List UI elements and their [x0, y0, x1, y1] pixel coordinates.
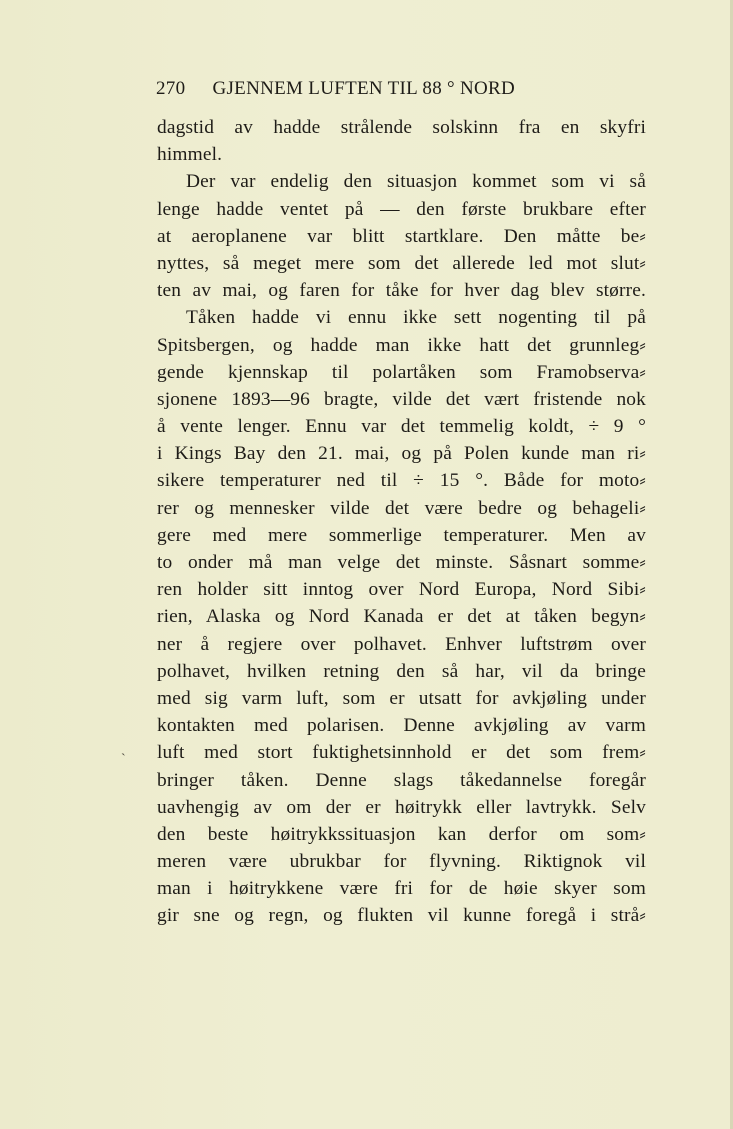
text-line: man i høitrykkene være fri for de høie skyer som — [157, 878, 646, 900]
text-line: uavhengig av om der er høitrykk eller lavtrykk. Selv — [157, 796, 646, 818]
text-line: to onder må man velge det minste. Såsnart somme⸗ — [157, 552, 646, 573]
text-line: å vente lenger. Ennu var det temmelig koldt, ÷ 9 ° — [157, 416, 646, 438]
text-line: at aeroplanene var blitt startklare. Den måtte be⸗ — [157, 225, 646, 247]
text-line: med sig varm luft, som er utsatt for avkjøling under — [157, 687, 646, 709]
text-line: lenge hadde ventet på — den første brukbare efter — [157, 198, 646, 220]
text-line: ten av mai, og faren for tåke for hver dag blev større. — [157, 280, 646, 302]
text-line: Tåken hadde vi ennu ikke sett nogenting til på — [186, 307, 646, 329]
running-head — [156, 75, 576, 103]
text-line: kontakten med polarisen. Denne avkjøling av varm — [157, 715, 646, 737]
text-line: ner å regjere over polhavet. Enhver luftstrøm over — [157, 633, 646, 655]
text-line: rer og mennesker vilde det være bedre og behageli⸗ — [157, 497, 646, 519]
text-line: rien, Alaska og Nord Kanada er det at tåken begyn⸗ — [157, 606, 646, 628]
body-text — [157, 114, 646, 930]
text-line: gere med mere sommerlige temperaturer. Men av — [157, 524, 646, 546]
text-line: bringer tåken. Denne slags tåkedannelse foregår — [157, 769, 646, 791]
running-title: GJENNEM LUFTEN TIL 88 ° NORD — [212, 78, 516, 99]
text-line: den beste høitrykkssituasjon kan derfor om som⸗ — [157, 823, 646, 845]
text-line: dagstid av hadde strålende solskinn fra en skyfri — [157, 117, 646, 138]
page-number: 270 — [156, 78, 186, 99]
text-line: Der var endelig den situasjon kommet som vi så — [186, 171, 646, 193]
text-line: Spitsbergen, og hadde man ikke hatt det grunnleg⸗ — [157, 334, 646, 356]
text-line: i Kings Bay den 21. mai, og på Polen kunde man ri⸗ — [157, 443, 646, 465]
margin-mark: ˋ — [121, 752, 126, 767]
text-line: himmel. — [157, 144, 223, 166]
text-line: polhavet, hvilken retning den så har, vil da bringe — [157, 660, 646, 682]
text-line: nyttes, så meget mere som det allerede led mot slut⸗ — [157, 252, 646, 274]
text-line: meren være ubrukbar for flyvning. Riktignok vil — [157, 851, 646, 873]
text-line: luft med stort fuktighetsinnhold er det som frem⸗ — [157, 742, 646, 764]
text-line: gende kjennskap til polartåken som Framobserva⸗ — [157, 361, 646, 383]
text-line: sjonene 1893—96 bragte, vilde det vært fristende nok — [157, 388, 646, 410]
text-line: gir sne og regn, og flukten vil kunne foregå i strå⸗ — [157, 905, 646, 927]
text-line: ren holder sitt inntog over Nord Europa, Nord Sibi⸗ — [157, 579, 646, 601]
text-line: sikere temperaturer ned til ÷ 15 °. Både for moto⸗ — [157, 470, 646, 492]
